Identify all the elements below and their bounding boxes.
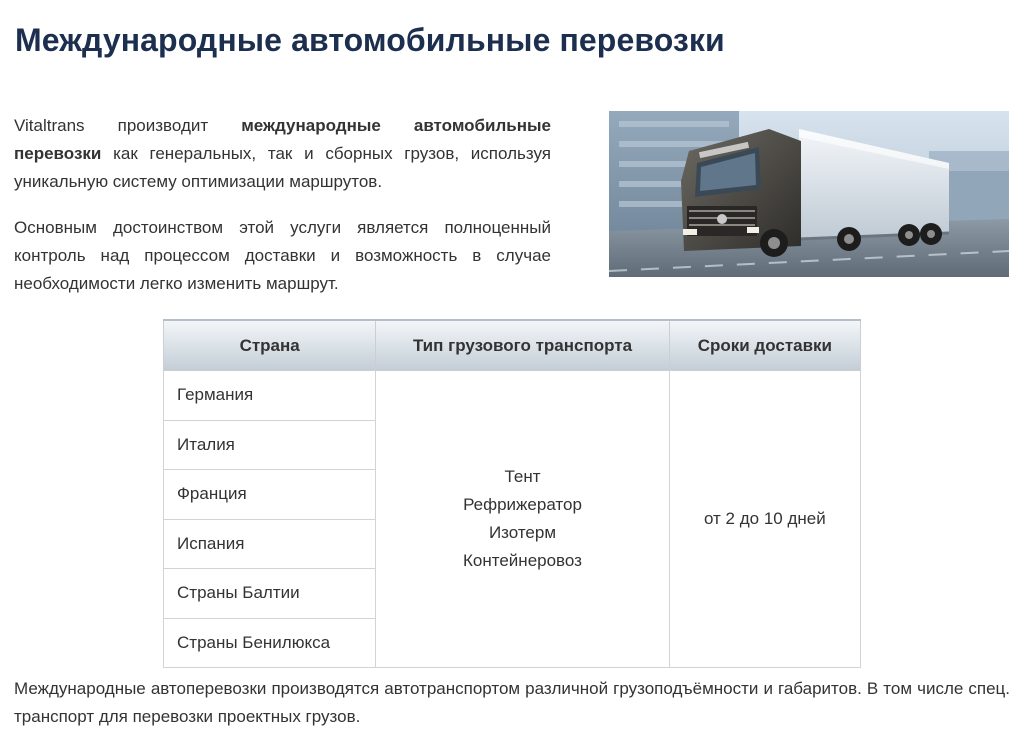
- column-header-transport-type: Тип грузового транспорта: [376, 320, 669, 371]
- country-cell: Испания: [164, 519, 376, 569]
- column-header-delivery-terms: Сроки доставки: [669, 320, 860, 371]
- page-title: Международные автомобильные перевозки: [15, 22, 725, 58]
- transport-type-item: Рефрижератор: [463, 495, 582, 514]
- delivery-table: [163, 319, 861, 668]
- country-cell: Германия: [164, 371, 376, 421]
- table-row: [164, 371, 861, 421]
- transport-type-item: Изотерм: [488, 523, 557, 542]
- column-header-country: Страна: [164, 320, 376, 371]
- intro-paragraph-1: [14, 112, 551, 196]
- intro-p1-start: Vitaltrans производит: [14, 116, 242, 135]
- country-cell: Страны Бенилюкса: [164, 618, 376, 668]
- transport-types-cell: [376, 371, 669, 668]
- intro-p1-bold: международные автомобильные перевозки: [14, 116, 551, 163]
- country-cell: Франция: [164, 470, 376, 520]
- intro-paragraph-2: Основным достоинством этой услуги является полноценный контроль над процессом доставки и возможность в случае необходимости легко изменить маршрут.: [14, 218, 551, 293]
- intro-p1-end: как генеральных, так и сборных грузов, используя уникальную систему оптимизации маршрутов.: [14, 144, 551, 191]
- table-header-row: [164, 320, 861, 371]
- transport-type-item: Тент: [504, 467, 541, 486]
- truck-photo: [609, 111, 1009, 277]
- intro-text: [14, 112, 551, 316]
- delivery-terms-cell: от 2 до 10 дней: [669, 371, 860, 668]
- outro-text: Международные автоперевозки производятся автотранспортом различной грузоподъёмности и габаритов. В том числе спец. транспорт для перевозки проектных грузов.: [14, 679, 1010, 726]
- country-cell: Италия: [164, 420, 376, 470]
- country-cell: Страны Балтии: [164, 569, 376, 619]
- delivery-table-container: [163, 319, 861, 668]
- transport-type-item: Контейнеровоз: [463, 551, 582, 570]
